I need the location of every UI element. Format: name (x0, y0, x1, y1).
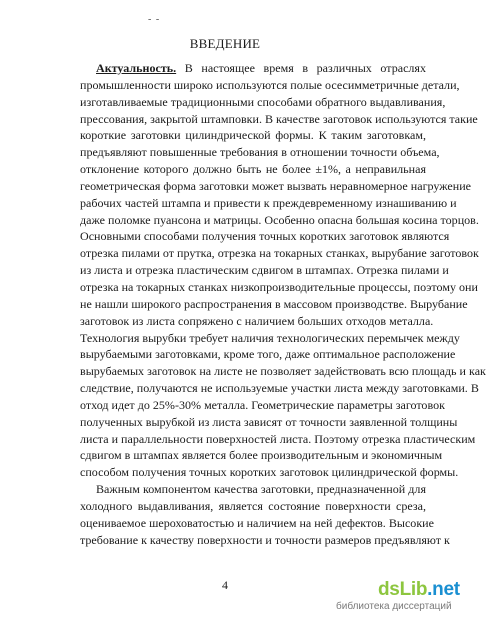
text-line: оцениваемое шероховатостью и наличием на ней дефектов. Высокие (80, 515, 434, 530)
text-line: прессования, закрытой штамповки. В качестве заготовок используются такие (80, 111, 478, 126)
text-line: следствие, получаются не используемые участки листа между заготовками. В (80, 381, 479, 396)
text-line: изготавливаемые традиционными способами обратного выдавливания, (80, 94, 446, 109)
page-title: ВВЕДЕНИЕ (189, 36, 261, 51)
text-line: не нашли широкого распространения в массовом производстве. Вырубание (80, 296, 468, 311)
text-line: промышленности широко используются полые осесимметричные детали, (80, 77, 460, 92)
text-line: короткие заготовки цилиндрической формы. К таким заготовкам, (80, 128, 426, 143)
text-line: холодного выдавливания, является состояние поверхности среза, (80, 498, 426, 513)
text-line: листа и параллельности поверхностей листа. Поэтому отрезка пластическим (80, 431, 476, 446)
text-line: даже поломке пуансона и матрицы. Особенно опасна большая косина торцов. (80, 212, 479, 227)
text-line: Актуальность. В настоящее время в различных отраслях (96, 61, 426, 75)
text-line: сдвигом в штампах является более производительным и экономичным (80, 448, 443, 463)
text-line: отклонение которого должно быть не более ±1%, а неправильная (80, 162, 426, 177)
page-number: 4 (222, 578, 228, 592)
text-line: заготовок из листа сопряжено с наличием больших отходов металла. (80, 313, 434, 328)
text-line: Важным компонентом качества заготовки, предназначенной для (96, 482, 426, 497)
keyword-actuality: Актуальность. (96, 61, 177, 75)
text-line: из листа и отрезка пластическим сдвигом в штампах. Отрезка пилами и (80, 263, 449, 278)
text-line: вырубаемых заготовок на листе не позволяет задействовать всю площадь и как (80, 364, 486, 379)
text-line: геометрическая форма заготовки может вызвать неравномерное нагружение (80, 178, 471, 193)
text-line: отрезка на токарных станках низкопроизводительные процессы, поэтому они (80, 279, 478, 294)
logo-part-dslib: dsLib (378, 579, 428, 600)
text-line: рабочих частей штампа и привести к преждевременному изнашиванию и (80, 195, 457, 210)
text-line: предъявляют повышенные требования в отношении точности объема, (80, 145, 440, 160)
text-line: отход идет до 25%-30% металла. Геометрические параметры заготовок (80, 397, 445, 412)
dslib-logo[interactable] (378, 579, 460, 601)
document-body (80, 60, 486, 548)
text-line: способом получения точных коротких заготовок цилиндрической формы. (80, 465, 459, 480)
text-line: отрезка пилами от прутка, отрезка на токарных станках, вырубание заготовок (80, 246, 479, 261)
corner-mark: - - (148, 14, 161, 25)
logo-part-net: .net (427, 579, 460, 600)
watermark-subtitle: библиотека диссертаций (336, 601, 452, 612)
text-line: Технология вырубки требует наличия технологических перемычек между (80, 330, 460, 345)
text-line: Основными способами получения точных коротких заготовок являются (80, 229, 450, 244)
text-line: требование к качеству поверхности и точности размеров предъявляют к (80, 532, 450, 547)
text-line: вырубаемыми заготовками, кроме того, даже оптимальное расположение (80, 347, 456, 362)
text-line: полученных вырубкой из листа зависят от точности заявленной толщины (80, 414, 458, 429)
